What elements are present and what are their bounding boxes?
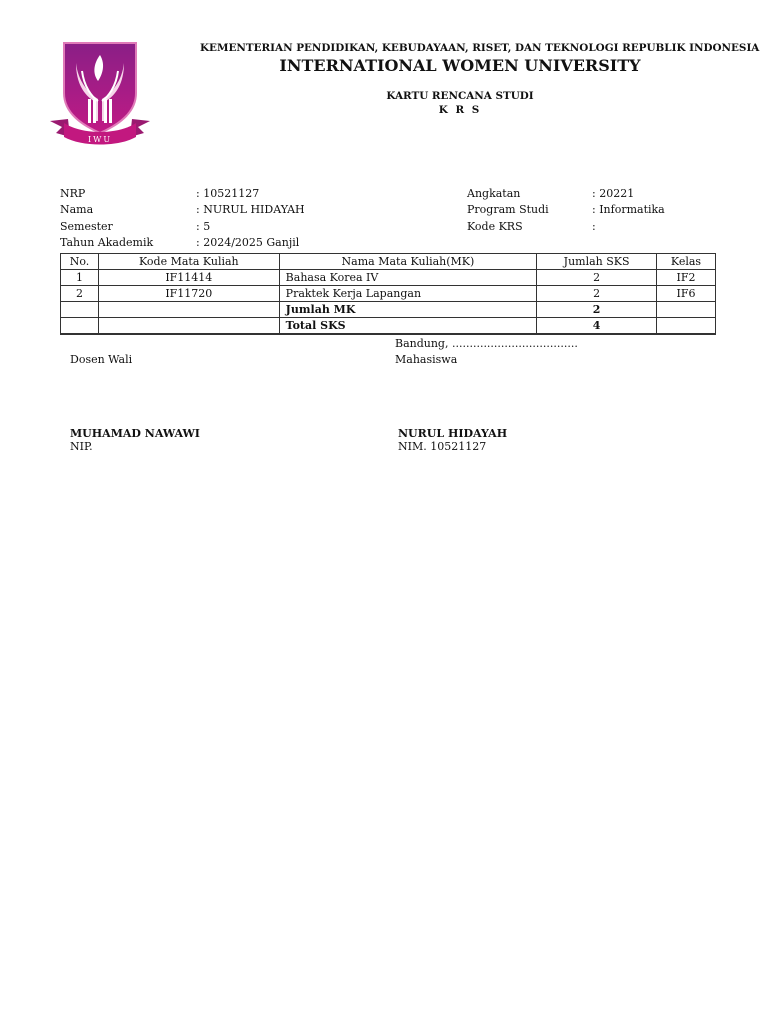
cell-no: 2 [61, 286, 99, 302]
program-studi-value: : Informatika [592, 203, 665, 216]
document-subtitle: K R S [438, 104, 482, 116]
nama-value: : NURUL HIDAYAH [196, 203, 305, 216]
ministry-name: KEMENTERIAN PENDIDIKAN, KEBUDAYAAN, RISET, DAN TEKNOLOGI REPUBLIK INDONESIA [200, 42, 760, 54]
nrp-value: : 10521127 [196, 187, 260, 200]
cell-kelas: IF6 [657, 286, 716, 302]
kode-krs-value: : [592, 220, 596, 233]
column-header: Kode Mata Kuliah [98, 254, 279, 270]
angkatan-value: : 20221 [592, 187, 635, 200]
cell-nama: Bahasa Korea IV [279, 270, 537, 286]
semester-value: : 5 [196, 220, 211, 233]
dosen-wali-name: MUHAMAD NAWAWI [70, 427, 200, 440]
jumlah-mk-label: Jumlah MK [279, 302, 537, 318]
jumlah-mk-row [61, 302, 716, 318]
empty-cell [657, 318, 716, 335]
cell-no: 1 [61, 270, 99, 286]
cell-nama: Praktek Kerja Lapangan [279, 286, 537, 302]
course-table [60, 253, 716, 335]
empty-cell [61, 318, 99, 335]
column-header: Kelas [657, 254, 716, 270]
dosen-wali-nip: NIP. [70, 440, 93, 453]
tahun-akademik-label: Tahun Akademik [60, 236, 154, 249]
jumlah-mk-value: 2 [537, 302, 657, 318]
cell-kode: IF11720 [98, 286, 279, 302]
nama-label: Nama [60, 203, 94, 216]
cell-sks: 2 [537, 286, 657, 302]
dosen-wali-label: Dosen Wali [70, 353, 133, 366]
document-title: KARTU RENCANA STUDI [386, 90, 534, 102]
angkatan-label: Angkatan [467, 187, 521, 200]
mahasiswa-name: NURUL HIDAYAH [398, 427, 508, 440]
table-row [61, 286, 716, 302]
empty-cell [61, 302, 99, 318]
table-header-row [61, 254, 716, 270]
kode-krs-label: Kode KRS [467, 220, 523, 233]
empty-cell [98, 318, 279, 335]
semester-label: Semester [60, 220, 113, 233]
empty-cell [657, 302, 716, 318]
program-studi-label: Program Studi [467, 203, 549, 216]
logo-text: IWU [87, 135, 113, 144]
empty-cell [98, 302, 279, 318]
total-sks-row [61, 318, 716, 335]
column-header: No. [61, 254, 99, 270]
total-sks-value: 4 [537, 318, 657, 335]
cell-kelas: IF2 [657, 270, 716, 286]
table-row [61, 270, 716, 286]
nrp-label: NRP [60, 187, 86, 200]
cell-kode: IF11414 [98, 270, 279, 286]
mahasiswa-label: Mahasiswa [395, 353, 458, 366]
university-name: INTERNATIONAL WOMEN UNIVERSITY [279, 56, 641, 75]
tahun-akademik-value: : 2024/2025 Ganjil [196, 236, 300, 249]
column-header: Nama Mata Kuliah(MK) [279, 254, 537, 270]
cell-sks: 2 [537, 270, 657, 286]
place-date: Bandung, .................................... [395, 337, 578, 350]
mahasiswa-nim: NIM. 10521127 [398, 440, 487, 453]
university-logo [48, 41, 152, 149]
total-sks-label: Total SKS [279, 318, 537, 335]
column-header: Jumlah SKS [537, 254, 657, 270]
